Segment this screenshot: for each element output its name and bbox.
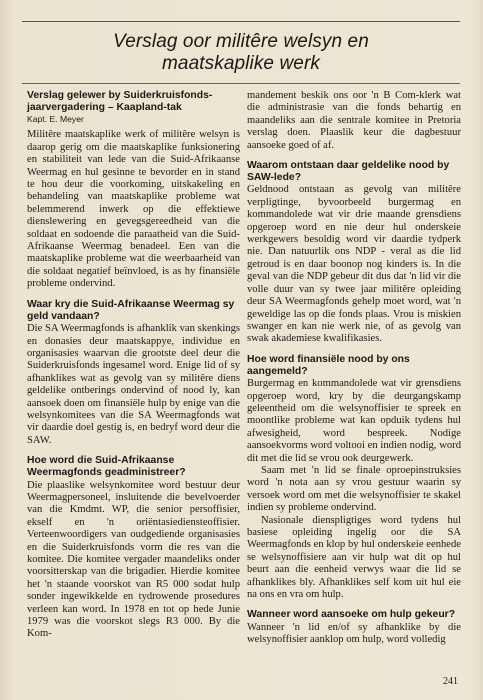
article-title-line-1: Verslag oor militêre welsyn en — [113, 31, 369, 52]
section-heading-financial-need-cause: Waarom ontstaan daar geldelike nood by SAW-lede? — [247, 160, 450, 184]
section-text-reporting: Burgermag en kommandolede wat vir grensdiens opgeroep word, kry by die deurgangskamp geleentheid om die welsynoffisier te spreek en moontlike probleme wat kan opduik tydens hul afwesigheid, word bespreek. Nodige aansoekvorms word voltooi en indien nodig, word dit met die lid se vrou ook deurgewerk. — [247, 378, 461, 464]
intro-heading: Verslag gelewer by Suiderkruisfonds-jaarvergadering – Kaapland-tak — [27, 90, 213, 114]
intro-paragraph: Militêre maatskaplike werk of militêre welsyn is daarop gerig om die maatskaplike funksionering en stabiliteit van lede van die Suid-Afrikaanse Weermag en hul gesinne te bevorder en in stand te hou deur die voorkoming, uitskakeling en behandeling van maatskaplike probleme wat belemmerend inwerk op die effektiewe dienslewering en gevegsgereedheid van die soldaat en sodoende die paraatheid van die Suid-Afrikaanse Weermag benadeel. Een van die maatskaplike probleme wat die weerbaarheid van die soldaat negatief beïnvloed, is as hy finansiële probleme ondervind. — [27, 129, 240, 290]
section-text-reporting-2: Saam met 'n lid se finale oproepinstruksies word 'n nota aan sy vrou gestuur waarin sy versoek word om met die welsynoffisier te skakel indien sy probleme ondervind. — [247, 464, 461, 514]
author-byline: Kapt. E. Meyer — [27, 114, 84, 125]
section-heading-approval: Wanneer word aansoeke om hulp gekeur? — [247, 609, 456, 621]
section-text-reporting-3: Nasionale dienspligtiges word tydens hul basiese opleiding ingelig oor die SA Weermagfonds en klop by hul onderskeie eenhede se welsynoffisiere aan vir hulp wat dit op hul beurt aan die eenheid verwys waar die lid se afhanklikes bly. Afhanklikes self kom uit hul eie na ons en vra om hulp. — [247, 514, 461, 601]
left-column — [27, 90, 240, 641]
article-title-line-2: maatskaplike werk — [162, 53, 320, 74]
continuation-paragraph: mandement beskik ons oor 'n B Com-klerk wat die administrasie van die fonds behartig en maandeliks aan die sentrale komitee in Pretoria verslag doen. Plaaslik keur die dagbestuur aansoeke goed of af. — [247, 90, 461, 151]
title-box — [22, 21, 460, 83]
section-heading-administration: Hoe word die Suid-Afrikaanse Weermagfonds geadministreer? — [27, 455, 186, 479]
section-heading-funding-source: Waar kry die Suid-Afrikaanse Weermag sy geld vandaan? — [27, 298, 235, 322]
title-rule — [22, 83, 460, 84]
section-text-approval: Wanneer 'n lid en/of sy afhanklike by die welsynoffisier aanklop om hulp, word volledig — [247, 621, 461, 646]
page-number: 241 — [443, 676, 458, 687]
right-column — [247, 90, 461, 646]
section-text-financial-need-cause: Geldnood ontstaan as gevolg van militêre verpligtinge, byvoorbeeld burgermag en kommandolede wat vir drie maande grensdiens opgeroep word en nie deur hul onderskeie werkgewers besoldig word vir daardie tydperk nie. Dan natuurlik ons NDP - veral as die lid getroud is en daar boonop nog kinders is. In die geval van die NDP gebeur dit dus dat 'n lid vir die volle duur van sy twee jaar militêre opleiding deur SA Weermagfonds gehelp moet word, wat 'n geweldige las op die fonds plaas. Vrou is miskien swanger en kan nie werk nie, of as gevolg van swak akademiese kwalifikasies. — [247, 184, 461, 345]
section-text-administration: Die plaaslike welsynkomitee word bestuur deur Weermagpersoneel, insluitende die bevelvoerder van die Kmdmt. WP, die senior persoffisier, ekself en 'n oriëntasiediensteoffisier. Verteenwoordigers van oudgediende organisasies en die Suiderkruisfonds vorm die res van die komitee. Die komitee vergader maandeliks onder voorsitterskap van die brigadier. Hierdie komitee het 'n staande voorskot van R5 000 sodat hulp sonder ingewikkelde en tydrowende prosedures verleen kan word. In 1978 en tot op hede Junie 1979 was die voorskot slegs R3 000. By die Kom- — [27, 479, 240, 640]
section-text-funding-source: Die SA Weermagfonds is afhanklik van skenkings en donasies deur maatskappye, individue en organisasies waarvan die grootste deel deur die Suiderkruisfonds ingesamel word. Enige lid of sy afhanklikes wat as gevolg van sy militêre diens geldelike ontberings ondervind of nood ly, kan aansoek doen om finansiële hulp by enige van die welsynkomitees van die SA Weermagfonds wat vir daardie doel gestig is, en bedryf word deur die SAW. — [27, 323, 240, 446]
section-heading-reporting: Hoe word finansiële nood by ons aangemeld? — [247, 353, 410, 377]
